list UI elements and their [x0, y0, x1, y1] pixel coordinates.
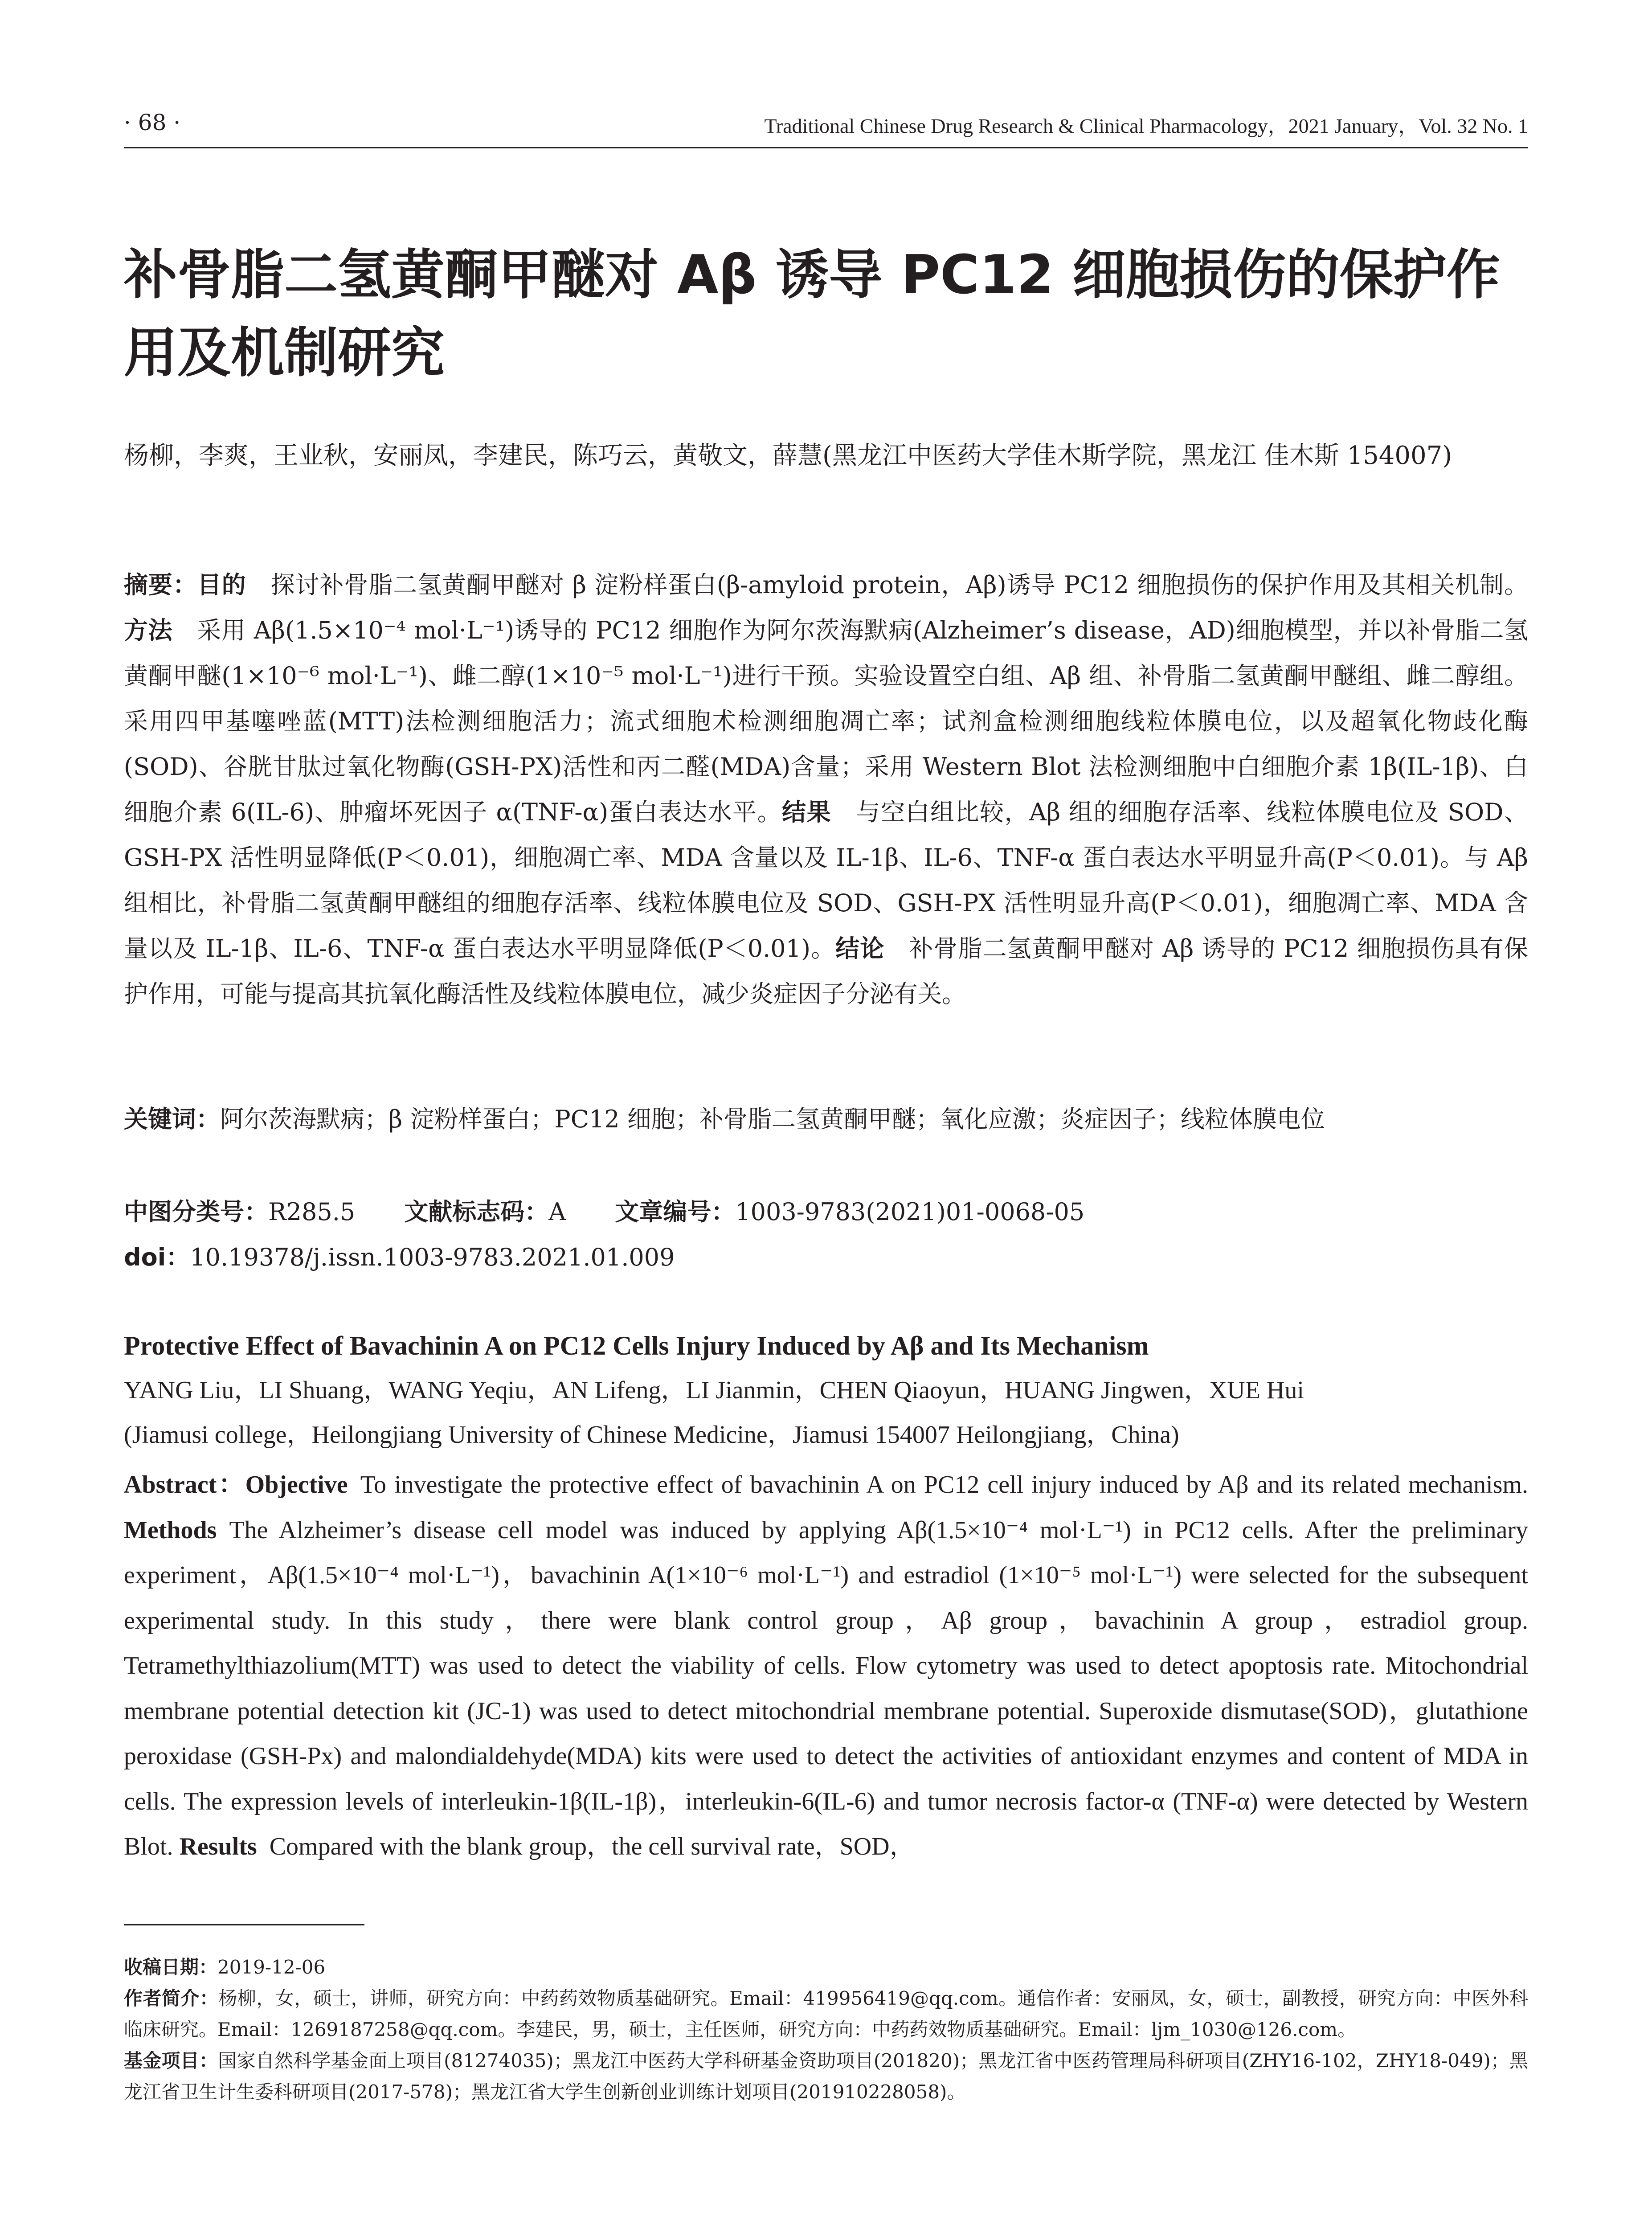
methods-text: 采用 Aβ(1.5×10⁻⁴ mol·L⁻¹)诱导的 PC12 细胞作为阿尔茨海默病(Alzheimer’s disease，AD)细胞模型，并以补骨脂二氢黄酮甲醚(1×10⁻⁶ mol·L⁻¹)、雌二醇(1×10⁻⁵ mol·L⁻¹)进行干预。实验设置空白组、Aβ 组、补骨脂二氢黄酮甲醚组、雌二醇组。采用四甲基噻唑蓝(MTT)法检测细胞活力；流式细胞术检测细胞凋亡率；试剂盒检测细胞线粒体膜电位，以及超氧化物歧化酶(SOD)、谷胱甘肽过氧化物酶(GSH-PX)活性和丙二醛(MDA)含量；采用 Western Blot 法检测细胞中白细胞介素 1β(IL-1β)、白细胞介素 6(IL-6)、肿瘤坏死因子 α(TNF-α)蛋白表达水平。: [124, 616, 1529, 826]
article-title: 补骨脂二氢黄酮甲醚对 Aβ 诱导 PC12 细胞损伤的保护作用及机制研究: [124, 244, 1500, 384]
received-label: 收稿日期：: [124, 1956, 218, 1978]
doi-value: 10.19378/j.issn.1003-9783.2021.01.009: [190, 1243, 675, 1271]
methods-en-label: Methods: [124, 1516, 217, 1544]
english-title: Protective Effect of Bavachinin A on PC12 Cells Injury Induced by Aβ and Its Mechanism: [124, 1331, 1149, 1360]
doc-code-value: A: [548, 1198, 566, 1226]
methods-label: 方法: [124, 616, 173, 644]
funding-text: 国家自然科学基金面上项目(81274035)；黑龙江中医药大学科研基金资助项目(201820)；黑龙江省中医药管理局科研项目(ZHY16-102，ZHY18-049)；黑龙江省卫生计生委科研项目(2017-578)；黑龙江省大学生创新创业训练计划项目(201910228058)。: [124, 2050, 1528, 2103]
footnote-divider: [124, 1924, 364, 1925]
keywords-label: 关键词：: [124, 1105, 220, 1133]
abstract-chinese: [124, 562, 1528, 1017]
funding: [124, 2045, 1528, 2108]
doi-line: [124, 1235, 1528, 1280]
methods-en-text: The Alzheimer’s disease cell model was induced by applying Aβ(1.5×10⁻⁴ mol·L⁻¹) in PC12 cells. After the preliminary experiment，Aβ(1.5×10⁻⁴ mol·L⁻¹)，bavachinin A(1×10⁻⁶ mol·L⁻¹) and estradiol (1×10⁻⁵ mol·L⁻¹) were selected for the subsequent experimental study. In this study，there were blank control group，Aβ group，bavachinin A group，estradiol group. Tetramethylthiazolium(MTT) was used to detect the viability of cells. Flow cytometry was used to detect apoptosis rate. Mitochondrial membrane potential detection kit (JC-1) was used to detect mitochondrial membrane potential. Superoxide dismutase(SOD)，glutathione peroxidase (GSH-Px) and malondialdehyde(MDA) kits were used to detect the activities of antioxidant enzymes and content of MDA in cells. The expression levels of interleukin-1β(IL-1β)，interleukin-6(IL-6) and tumor necrosis factor-α (TNF-α) were detected by Western Blot.: [124, 1516, 1528, 1860]
author-bio: [124, 1983, 1528, 2045]
running-head: [124, 107, 1528, 148]
footnotes: [124, 1952, 1528, 2108]
article-no-value: 1003-9783(2021)01-0068-05: [735, 1198, 1085, 1226]
conclusion-text: 补骨脂二氢黄酮甲醚对 Aβ 诱导的 PC12 细胞损伤具有保护作用，可能与提高其抗氧化酶活性及线粒体膜电位，减少炎症因子分泌有关。: [124, 934, 1528, 1008]
author-bio-text: 杨柳，女，硕士，讲师，研究方向：中药药效物质基础研究。Email：419956419@qq.com。通信作者：安丽凤，女，硕士，副教授，研究方向：中医外科临床研究。Email：1269187258@qq.com。李建民，男，硕士，主任医师，研究方向：中药药效物质基础研究。Email：ljm_1030@126.com。: [124, 1987, 1528, 2040]
abstract-english: [124, 1462, 1528, 1870]
received-date: [124, 1952, 1528, 1983]
author-bio-label: 作者简介：: [124, 1987, 219, 2009]
objective-en-text: To investigate the protective effect of bavachinin A on PC12 cell injury induced by Aβ and its related mechanism.: [360, 1471, 1528, 1499]
objective-en-label: Objective: [245, 1471, 348, 1499]
doi-label: doi：: [124, 1243, 190, 1271]
abstract-label: 摘要：: [124, 571, 197, 599]
received-value: 2019-12-06: [217, 1956, 326, 1978]
doc-code-label: 文献标志码：: [404, 1198, 549, 1226]
abstract-en-label: Abstract：: [124, 1471, 245, 1499]
objective-label: 目的: [197, 571, 246, 599]
keywords-text: 阿尔茨海默病；β 淀粉样蛋白；PC12 细胞；补骨脂二氢黄酮甲醚；氧化应激；炎症因子；线粒体膜电位: [220, 1105, 1325, 1133]
results-en-text: Compared with the blank group，the cell survival rate，SOD，: [269, 1833, 915, 1860]
clc-value: R285.5: [268, 1198, 356, 1226]
objective-text: 探讨补骨脂二氢黄酮甲醚对 β 淀粉样蛋白(β-amyloid protein，Aβ)诱导 PC12 细胞损伤的保护作用及其相关机制。: [270, 571, 1529, 599]
english-affiliation: (Jiamusi college，Heilongjiang University of Chinese Medicine，Jiamusi 154007 Heilongjiang，China): [124, 1421, 1179, 1449]
clc-label: 中图分类号：: [124, 1198, 268, 1226]
english-authors: YANG Liu，LI Shuang，WANG Yeqiu，AN Lifeng，LI Jianmin，CHEN Qiaoyun，HUANG Jingwen，XUE Hui: [124, 1376, 1304, 1404]
article-no-label: 文章编号：: [615, 1198, 736, 1226]
results-text: 与空白组比较，Aβ 组的细胞存活率、线粒体膜电位及 SOD、GSH-PX 活性明显降低(P＜0.01)，细胞凋亡率、MDA 含量以及 IL-1β、IL-6、TNF-α 蛋白表达水平明显升高(P＜0.01)。与 Aβ 组相比，补骨脂二氢黄酮甲醚组的细胞存活率、线粒体膜电位及 SOD、GSH-PX 活性明显升高(P＜0.01)，细胞凋亡率、MDA 含量以及 IL-1β、IL-6、TNF-α 蛋白表达水平明显降低(P＜0.01)。: [124, 798, 1528, 962]
results-en-label: Results: [179, 1833, 257, 1860]
keywords: [124, 1097, 1528, 1142]
funding-label: 基金项目：: [124, 2050, 218, 2072]
page-number: · 68 ·: [124, 110, 181, 135]
conclusion-label: 结论: [835, 934, 885, 962]
results-label: 结果: [782, 798, 832, 826]
journal-citation: Traditional Chinese Drug Research & Clinical Pharmacology，2021 January，Vol. 32 No. 1: [764, 115, 1528, 137]
author-list: 杨柳，李爽，王业秋，安丽凤，李建民，陈巧云，黄敬文，薛慧(黑龙江中医药大学佳木斯学院，黑龙江 佳木斯 154007): [124, 441, 1452, 470]
classification-line: [124, 1190, 1528, 1234]
